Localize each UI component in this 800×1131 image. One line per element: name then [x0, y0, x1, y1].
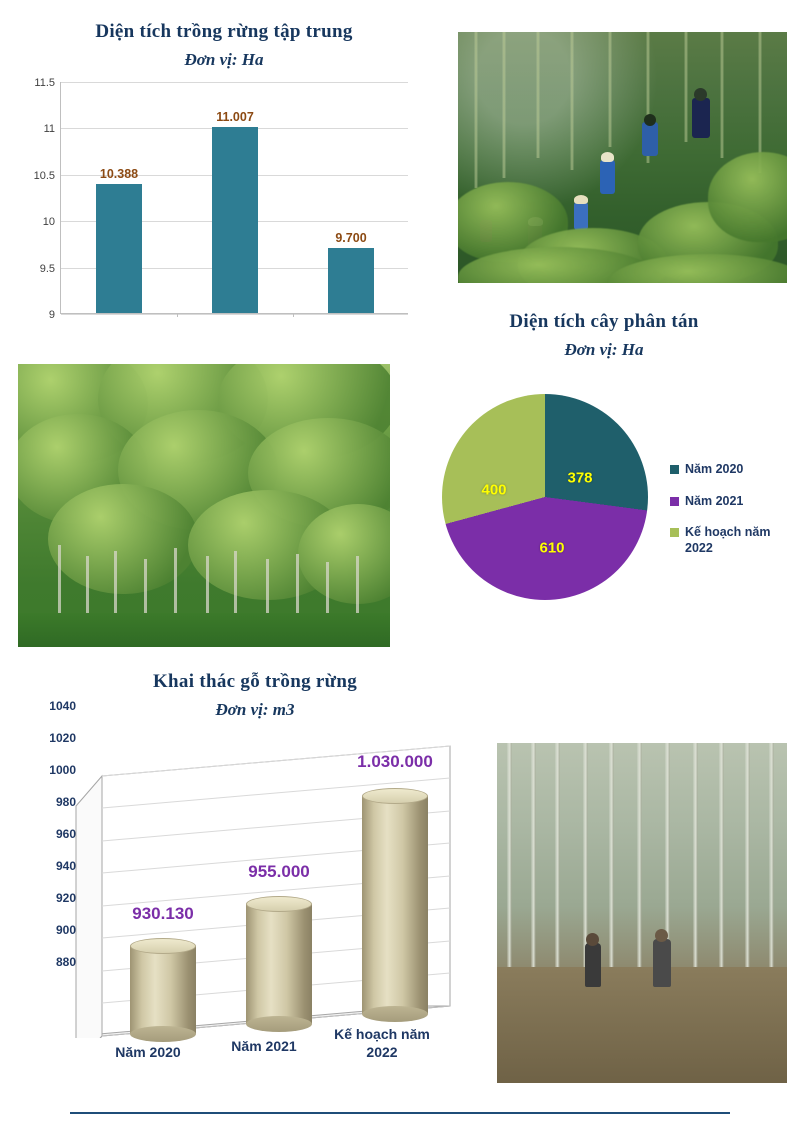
- bar-value-label: 1.030.000: [357, 752, 433, 771]
- y-axis-tick-label: 1000: [49, 763, 76, 777]
- chart-subtitle: Đơn vị: Ha: [564, 339, 644, 359]
- bar-nam-2021: [212, 127, 258, 313]
- legend-label: Năm 2021: [685, 493, 744, 508]
- legend-swatch-icon: [670, 465, 679, 474]
- x-axis-category-label: Kế hoạch năm 2022: [334, 1026, 430, 1060]
- scattered-trees-chart: [408, 308, 800, 648]
- chart-title: Khai thác gỗ trồng rừng: [152, 671, 358, 692]
- bar-value-label: 11.007: [216, 110, 254, 124]
- y-axis-tick-label: 9.5: [39, 262, 55, 275]
- chart-subtitle: Đơn vị: m3: [215, 699, 295, 719]
- cylinder-nam-2020: [130, 938, 196, 1034]
- pie-circle: [442, 394, 648, 600]
- pie-plot-area: [442, 394, 648, 600]
- pie-slice-value-nam-2021: 610: [539, 539, 565, 557]
- legend-item-nam-2020: [670, 462, 796, 478]
- chart-title: Diện tích cây phân tán: [509, 311, 699, 332]
- x-axis-category-label: Năm 2021: [231, 1038, 297, 1054]
- photo-bamboo-forest-workers: [458, 32, 787, 283]
- axis-baseline: [48, 309, 408, 321]
- timber-y-axis: [20, 699, 76, 1038]
- gridline: [34, 77, 408, 89]
- bar-value-label: 955.000: [248, 862, 310, 881]
- x-axis-tick: [293, 313, 294, 317]
- forest-area-chart: [14, 14, 434, 354]
- cylinder-nam-2021: [246, 896, 312, 1024]
- timber-harvest-chart-titles: [10, 664, 500, 722]
- y-axis-tick-label: 920: [55, 891, 76, 905]
- y-axis-tick-label: 960: [55, 827, 76, 841]
- pie-legend: [670, 462, 796, 573]
- forest-area-chart-titles: [14, 14, 434, 72]
- bar-value-label: 930.130: [132, 904, 194, 923]
- scattered-trees-chart-titles: [408, 308, 800, 362]
- cylinder-ke-hoach-2022: [362, 788, 428, 1014]
- pie-slice-value-ke-hoach-2022: 400: [481, 481, 507, 499]
- photo-thinned-forest-two-people: [497, 743, 787, 1083]
- y-axis-tick-label: 10.5: [33, 169, 55, 182]
- legend-label: Năm 2020: [685, 462, 744, 476]
- y-axis-tick-label: 11: [43, 123, 55, 136]
- y-axis-tick-label: 10: [42, 216, 55, 229]
- legend-swatch-icon: [670, 528, 679, 537]
- timber-plot-area: [10, 738, 486, 1060]
- bar-ke-hoach-2022: [328, 248, 374, 313]
- legend-item-ke-hoach-2022: [670, 525, 796, 556]
- y-axis-tick-label: 1040: [49, 699, 76, 713]
- x-axis-category-label: Năm 2020: [115, 1044, 181, 1060]
- forest-area-plot-area: [33, 77, 408, 321]
- legend-label: Kế hoạch năm 2022: [685, 525, 771, 555]
- y-axis-tick-label: 940: [55, 859, 76, 873]
- y-axis-tick-label: 880: [55, 955, 76, 969]
- bar-value-label: 10.388: [99, 167, 139, 181]
- chart-title: Diện tích trồng rừng tập trung: [95, 21, 353, 42]
- photo-acacia-plantation: [18, 364, 390, 647]
- y-axis-tick-label: 9: [48, 309, 55, 321]
- bar-value-label: 9.700: [335, 231, 367, 245]
- y-axis-tick-label: 1020: [49, 731, 76, 745]
- y-axis-tick-label: 980: [55, 795, 76, 809]
- pie-slice-value-nam-2020: 378: [567, 469, 593, 487]
- x-axis-tick: [177, 313, 178, 317]
- y-axis-tick-label: 900: [55, 923, 76, 937]
- bar-nam-2020: [96, 184, 142, 313]
- legend-item-nam-2021: [670, 494, 796, 510]
- chart-subtitle: Đơn vị: Ha: [184, 49, 264, 69]
- legend-swatch-icon: [670, 497, 679, 506]
- timber-harvest-chart: [10, 664, 500, 1104]
- bottom-divider: [70, 1112, 730, 1114]
- y-axis-tick-label: 11.5: [34, 77, 55, 89]
